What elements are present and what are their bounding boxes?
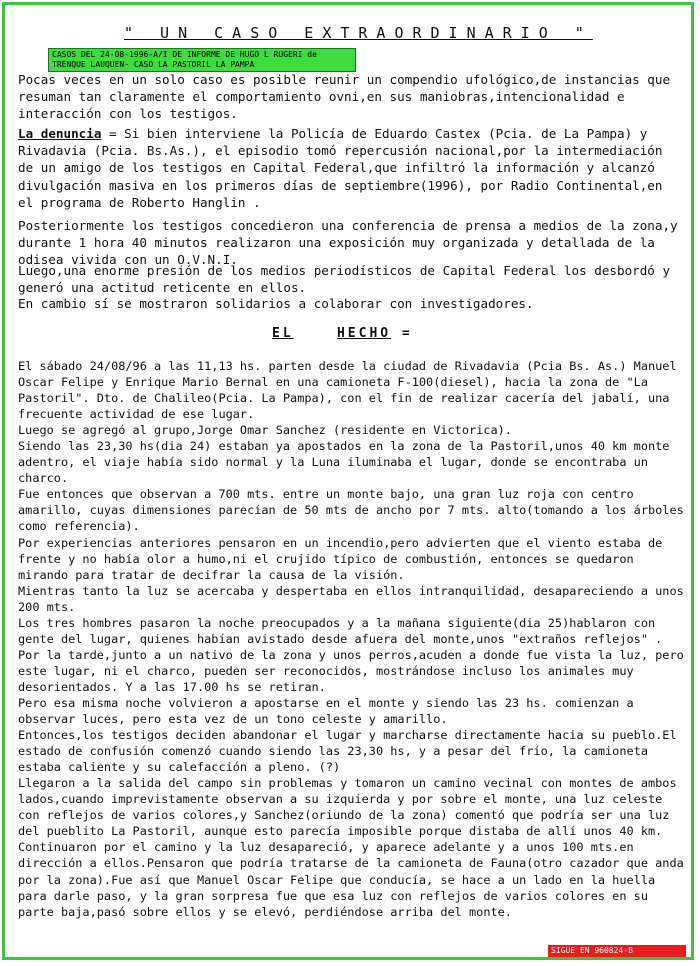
conference-paragraph: Posteriormente los testigos concedieron una conferencia de prensa a medios de la zona,y durante 1 hora 40 minutos realizaron una exposición muy organizada y detallada de la odisea vivida con un O.V.N.I. <box>18 218 678 268</box>
narrative-paragraph: Siendo las 23,30 hs(dia 24) estaban ya apostados en la zona de la Pastoril,unos 40 km monte adentro, el viaje había sido normal y la Luna iluminaba el lugar, donde se encontraba un charco. <box>18 439 670 486</box>
narrative-paragraph: Fue entonces que observan a 700 mts. entre un monte bajo, una gran luz roja con centro amarillo, cuyas dimensiones parecían de 50 mts de ancho por 7 mts. alto(tomando a los árboles como referencia). <box>18 487 684 534</box>
denuncia-text: = Si bien interviene la Policía de Eduardo Castex (Pcia. de La Pampa) y Rivadavia (Pcia. Bs.As.), el episodio tomó repercusión nacional,por la intermediación de un amigo de los testigos en Capital Federal,que infiltró la información y alcanzó divulgación masiva en los primeros días de septiembre(1996), por Radio Continental,en el programa de Roberto Hanglin . <box>18 126 663 210</box>
narrative-paragraph: Llegaron a la salida del campo sin problemas y tomaron un camino vecinal con montes de ambos lados,cuando imprevistamente observan a su izquierda y por sobre el monte, una luz celeste con reflejos de varios colores,y Sanchez(oriundo de la zona) comentó que podría ser una luz del pueblito La Pastoril, aunque esto parecía imposible porque distaba de allí unos 40 km. <box>18 776 677 839</box>
page-title: " UN CASO EXTRAORDINARIO " <box>124 24 593 42</box>
pressure-paragraph: Luego,una enorme presión de los medios periodísticos de Capital Federal los desbordó y generó una actitud reticente en ellos. <box>18 263 671 296</box>
narrative-paragraph: Entonces,los testigos deciden abandonar el lugar y marcharse directamente hacia su pueblo.El estado de confusión comenzó cuando siendo las 23,30 hs, y a pesar del frío, la camioneta estaba caliente y su calefacción a pleno. (?) <box>18 728 677 775</box>
narrative-paragraph: Los tres hombres pasaron la noche preocupados y a la mañana siguiente(dia 25)hablaron con gente del lugar, quienes habían avistado desde afuera del monte,unos "extraños reflejos" . <box>18 615 663 646</box>
narrative-paragraph: Por la tarde,junto a un nativo de la zona y unos perros,acuden a donde fue vista la luz, pero este lugar, ni el charco, pueden ser reconocidos, mostrándose incluso los animales muy desorientados. Y a las 17.00 hs se retiran. <box>18 647 684 694</box>
narrative-paragraph: Pero esa misma noche volvieron a apostarse en el monte y siendo las 23 hs. comienzan a observar luces, pero esta vez de un tono celeste y amarillo. <box>18 695 634 727</box>
case-label-line2: TRENQUE LAUQUEN- CASO LA PASTORIL LA PAMPA <box>52 60 255 69</box>
section-heading-hecho: EL HECHO = <box>272 326 413 341</box>
case-label <box>48 48 356 72</box>
solidarity-paragraph: En cambio sí se mostraron solidarios a colaborar con investigadores. <box>18 296 534 311</box>
narrative-paragraph: Luego se agregó al grupo,Jorge Omar Sanchez (residente en Victorica). <box>18 423 512 438</box>
narrative-body <box>18 358 684 920</box>
narrative-paragraph: El sábado 24/08/96 a las 11,13 hs. parten desde la ciudad de Rivadavia (Pcia Bs. As.) Manuel Oscar Felipe y Enrique Mario Bernal en una camioneta F-100(diesel), hacia la zona de "La Pastoril". Dto. de Chalileo(Pcia. La Pampa), con el fin de realizar cacería del jabalí, una frecuente actividad de ese lugar. <box>18 359 677 422</box>
intro-paragraph: Pocas veces en un solo caso es posible reunir un compendio ufológico,de instancias que resuman tan claramente el comportamiento ovni,en sus maniobras,intencionalidad e interacción con los testigos. <box>18 72 671 122</box>
case-label-line1: CASOS DEL 24-08-1996-A/I DE INFORME DE HUGO L RUGERI de <box>52 50 317 59</box>
narrative-paragraph: Continuaron por el camino y la luz desapareció, y aparece adelante y a unos 100 mts.en dirección a ellos.Pensaron que podría tratarse de la camioneta de Fauna(otro cazador que anda por la zona).Fue así que Manuel Oscar Felipe que conducía, se hace a un lado en la huella para darle paso, y la gran sorpresa fue que esa luz con reflejos de varios colores en su parte baja,pasó sobre ellos y se elevó, perdiéndose arriba del monte. <box>18 840 684 919</box>
narrative-paragraph: Mientras tanto la luz se acercaba y despertaba en ellos intranquilidad, desapareciendo a unos 200 mts. <box>18 583 684 614</box>
denuncia-heading: La denuncia <box>18 126 102 141</box>
denuncia-paragraph <box>18 125 680 211</box>
continues-label: SIGUE EN 960824-B <box>548 945 686 957</box>
narrative-paragraph: Por experiencias anteriores pensaron en un incendio,pero advierten que el viento estaba de frente y no había olor a humo,ni el crujido típico de combustión, entonces se quedaron mirando para tratar de decifrar la causa de la visión. <box>18 535 663 582</box>
